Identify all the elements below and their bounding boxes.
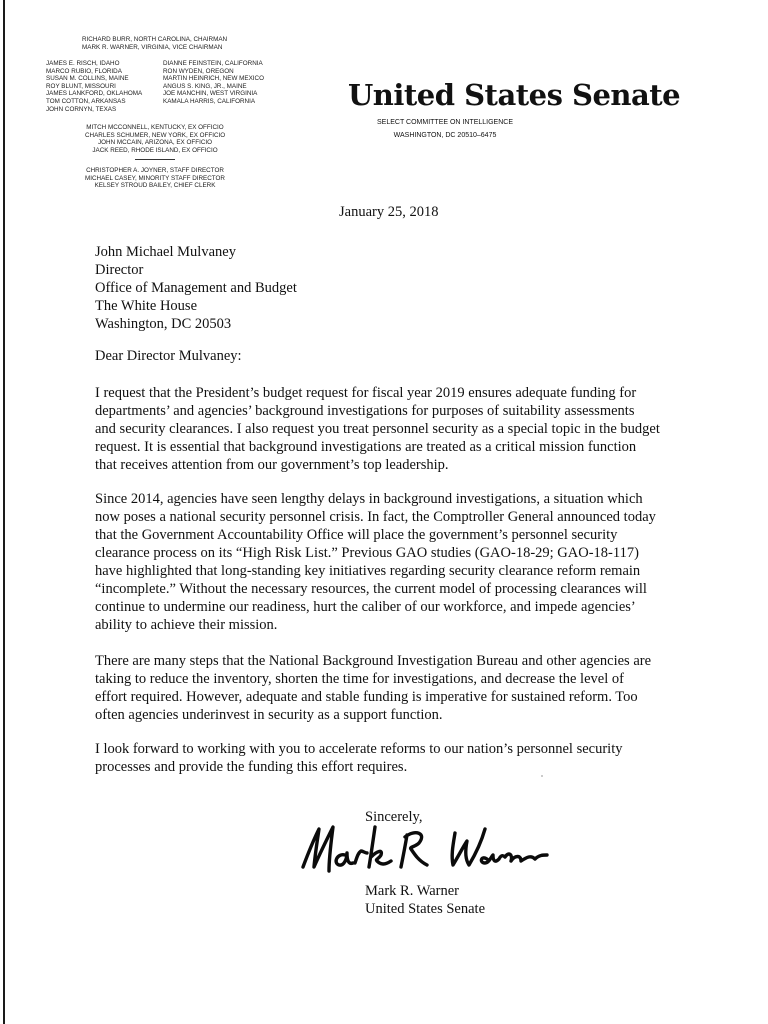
body-paragraph: [95, 384, 695, 474]
members-left-column: [46, 60, 142, 113]
paragraph-line: request. It is essential that background investigations are treated as a critical mission function: [95, 439, 637, 455]
scan-speck: [541, 775, 543, 777]
member-line: RON WYDEN, OREGON: [163, 67, 234, 75]
member-line: ROY BLUNT, MISSOURI: [46, 82, 116, 90]
member-line: SUSAN M. COLLINS, MAINE: [46, 75, 129, 83]
senate-title: United States Senate: [348, 78, 681, 112]
body-paragraph: [95, 490, 695, 634]
member-line: JOHN CORNYN, TEXAS: [46, 105, 117, 113]
staff-line: CHRISTOPHER A. JOYNER, STAFF DIRECTOR: [86, 167, 224, 174]
address-line: The White House: [95, 298, 198, 314]
ex-officio-line: CHARLES SCHUMER, NEW YORK, EX OFFICIO: [85, 131, 226, 139]
chair-line: RICHARD BURR, NORTH CAROLINA, CHAIRMAN: [82, 36, 228, 43]
paragraph-line: that the Government Accountability Office will place the government’s personnel security: [95, 527, 618, 543]
ex-officio-line: JOHN MCCAIN, ARIZONA, EX OFFICIO: [97, 139, 213, 147]
signer-title: United States Senate: [365, 901, 486, 917]
member-line: JOE MANCHIN, WEST VIRGINIA: [163, 90, 258, 98]
staff-line: MICHAEL CASEY, MINORITY STAFF DIRECTOR: [85, 174, 225, 182]
member-line: MARCO RUBIO, FLORIDA: [46, 67, 122, 75]
paragraph-line: clearance process on its “High Risk List.” Previous GAO studies (GAO-18-29; GAO-18-117): [95, 545, 639, 561]
vice-chair-line: MARK R. WARNER, VIRGINIA, VICE CHAIRMAN: [82, 43, 223, 51]
paragraph-line: now poses a national security personnel crisis. In fact, the Comptroller General announced today: [95, 509, 656, 525]
paragraph-line: “incomplete.” Without the necessary resources, the current model of processing clearances will: [95, 581, 647, 597]
member-line: JAMES LANKFORD, OKLAHOMA: [46, 90, 143, 98]
paragraph-line: I request that the President’s budget request for fiscal year 2019 ensures adequate funding for: [95, 385, 637, 401]
ex-officio-line: JACK REED, RHODE ISLAND, EX OFFICIO: [92, 146, 218, 154]
address-line: John Michael Mulvaney: [95, 244, 236, 260]
body-paragraph: [95, 740, 695, 776]
letterhead-divider: [135, 159, 175, 160]
ex-officio-line: MITCH MCCONNELL, KENTUCKY, EX OFFICIO: [86, 124, 224, 131]
signer-block: [365, 882, 485, 918]
paragraph-line: effort required. However, adequate and stable funding is imperative for sustained reform. Too: [95, 689, 638, 705]
recipient-address: [95, 243, 297, 333]
paragraph-line: often agencies underinvest in security as a support function.: [95, 707, 443, 723]
paragraph-line: continue to undermine our readiness, hurt the caliber of our workforce, and impede agencies’: [95, 599, 636, 615]
committee-name: SELECT COMMITTEE ON INTELLIGENCE: [376, 119, 513, 126]
paragraph-line: Since 2014, agencies have seen lengthy delays in background investigations, a situation which: [95, 491, 643, 507]
body-paragraph: [95, 652, 695, 724]
closing: Sincerely,: [365, 809, 423, 825]
handwritten-signature: [295, 815, 555, 885]
paragraph-line: taking to reduce the inventory, shorten the time for investigations, and decrease the level of: [95, 671, 624, 687]
page-edge-line: [3, 0, 5, 1024]
paragraph-line: There are many steps that the National Background Investigation Bureau and other agencies are: [95, 653, 652, 669]
member-line: TOM COTTON, ARKANSAS: [46, 97, 126, 105]
committee-staff: [82, 167, 228, 190]
member-line: ANGUS S. KING, JR., MAINE: [163, 82, 247, 90]
member-line: JAMES E. RISCH, IDAHO: [46, 60, 120, 67]
paragraph-line: and security clearances. I also request you treat personnel security as a special topic in the budget: [95, 421, 660, 437]
members-right-column: [163, 60, 264, 106]
address-line: Washington, DC 20503: [95, 316, 232, 332]
ex-officio-members: [85, 124, 225, 154]
paragraph-line: processes and provide the funding this effort requires.: [95, 759, 408, 775]
committee-block: [362, 116, 528, 142]
salutation: Dear Director Mulvaney:: [95, 348, 242, 364]
letter-date: January 25, 2018: [339, 204, 439, 220]
paragraph-line: ability to achieve their mission.: [95, 617, 278, 633]
member-line: KAMALA HARRIS, CALIFORNIA: [163, 97, 256, 105]
paragraph-line: have highlighted that long-standing key initiatives regarding security clearance reform remain: [95, 563, 641, 579]
committee-location: WASHINGTON, DC 20510–6475: [393, 132, 497, 139]
address-line: Director: [95, 262, 144, 278]
paragraph-line: that receives attention from our government’s top leadership.: [95, 457, 449, 473]
member-line: MARTIN HEINRICH, NEW MEXICO: [163, 75, 264, 83]
staff-line: KELSEY STROUD BAILEY, CHIEF CLERK: [94, 182, 216, 190]
signer-name: Mark R. Warner: [365, 883, 459, 899]
address-line: Office of Management and Budget: [95, 280, 297, 296]
paragraph-line: departments’ and agencies’ background investigations for purposes of suitability assessments: [95, 403, 635, 419]
paragraph-line: I look forward to working with you to accelerate reforms to our nation’s personnel security: [95, 741, 623, 757]
committee-chairs: [82, 36, 227, 51]
member-line: DIANNE FEINSTEIN, CALIFORNIA: [163, 60, 263, 67]
